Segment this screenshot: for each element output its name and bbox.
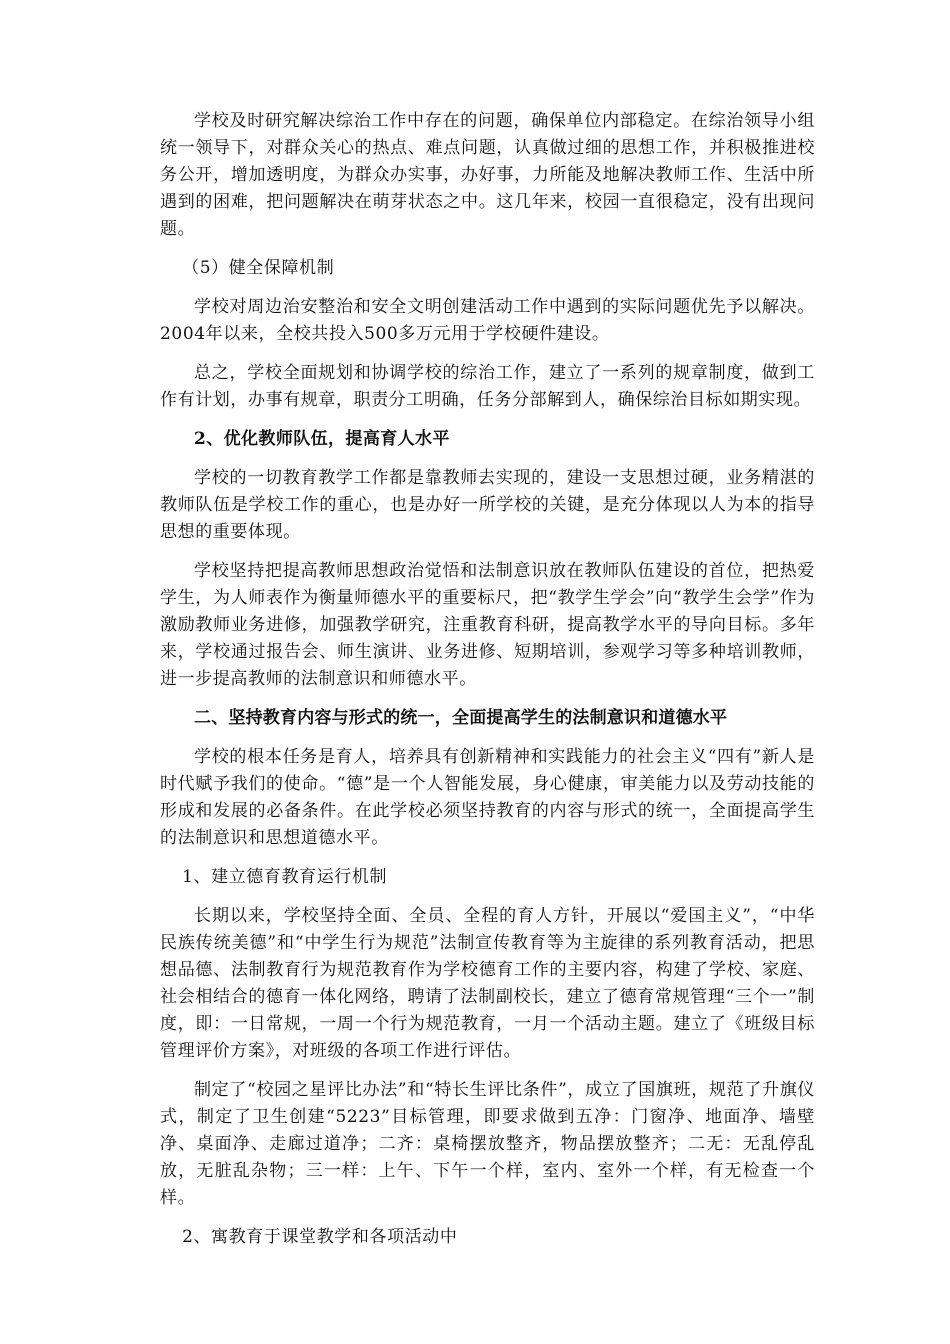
paragraph-education-mission: 学校的根本任务是育人，培养具有创新精神和实践能力的社会主义“四有”新人是时代赋予我们的使命。“德”是一个人智能发展，身心健康，审美能力以及劳动技能的形成和发展的必备条件。在此学校必须坚持教育的内容与形式的统一，全面提高学生的法制意识和思想道德水平。	[160, 747, 815, 848]
paragraph-campus-rules: 制定了“校园之星评比办法”和“特长生评比条件”，成立了国旗班，规范了升旗仪式，制定了卫生创建“5223”目标管理，即要求做到五净：门窗净、地面净、墙壁净、桌面净、走廊过道净；二齐：桌椅摆放整齐，物品摆放整齐；二无：无乱停乱放，无脏乱杂物；三一样：上午、下午一个样，室内、室外一个样，有无检查一个样。	[160, 1080, 815, 1208]
document-body	[160, 108, 815, 1263]
paragraph-teacher-ethics: 学校坚持把提高教师思想政治觉悟和法制意识放在教师队伍建设的首位，把热爱学生，为人师表作为衡量师德水平的重要标尺，把“教学生学会”向“教学生会学”作为激励教师业务进修，加强教学研究，注重教育科研，提高教学水平的导向目标。多年来，学校通过报告会、师生演讲、业务进修、短期培训，参观学习等多种培训教师，进一步提高教师的法制意识和师德水平。	[160, 561, 815, 689]
heading-teacher-team: 2、优化教师队伍，提高育人水平	[194, 429, 450, 449]
paragraph-summary: 总之，学校全面规划和协调学校的综治工作，建立了一系列的规章制度，做到工作有计划，办事有规章，职责分工明确，任务分部解到人，确保综治目标如期实现。	[160, 363, 815, 410]
heading-section-two: 二、坚持教育内容与形式的统一，全面提高学生的法制意识和道德水平	[194, 708, 728, 728]
subheading-guarantee-mechanism: （5）健全保障机制	[182, 258, 335, 278]
paragraph-teacher-importance: 学校的一切教育教学工作都是靠教师去实现的，建设一支思想过硬，业务精湛的教师队伍是学校工作的重心，也是办好一所学校的关键，是充分体现以人为本的指导思想的重要体现。	[160, 468, 815, 542]
subheading-classroom-education: 2、寓教育于课堂教学和各项活动中	[182, 1227, 458, 1247]
paragraph-moral-activities: 长期以来，学校坚持全面、全员、全程的育人方针，开展以“爱国主义”，“中华民族传统美德”和“中学生行为规范”法制宣传教育等为主旋律的系列教育活动，把思想品德、法制教育行为规范教育作为学校德育工作的主要内容，构建了学校、家庭、社会相结合的德育一体化网络，聘请了法制副校长，建立了德育常规管理“三个一”制度，即：一日常规，一周一个行为规范教育，一月一个活动主题。建立了《班级目标管理评价方案》，对班级的各项工作进行评估。	[160, 906, 815, 1061]
paragraph-security-investment: 学校对周边治安整治和安全文明创建活动工作中遇到的实际问题优先予以解决。2004年以来，全校共投入500多万元用于学校硬件建设。	[160, 297, 815, 344]
paragraph-stability: 学校及时研究解决综治工作中存在的问题，确保单位内部稳定。在综治领导小组统一领导下，对群众关心的热点、难点问题，认真做过细的思想工作，并积极推进校务公开，增加透明度，为群众办实事，办好事，力所能及地解决教师工作、生活中所遇到的困难，把问题解决在萌芽状态之中。这几年来，校园一直很稳定，没有出现问题。	[160, 111, 815, 239]
subheading-moral-mechanism: 1、建立德育教育运行机制	[182, 867, 388, 887]
